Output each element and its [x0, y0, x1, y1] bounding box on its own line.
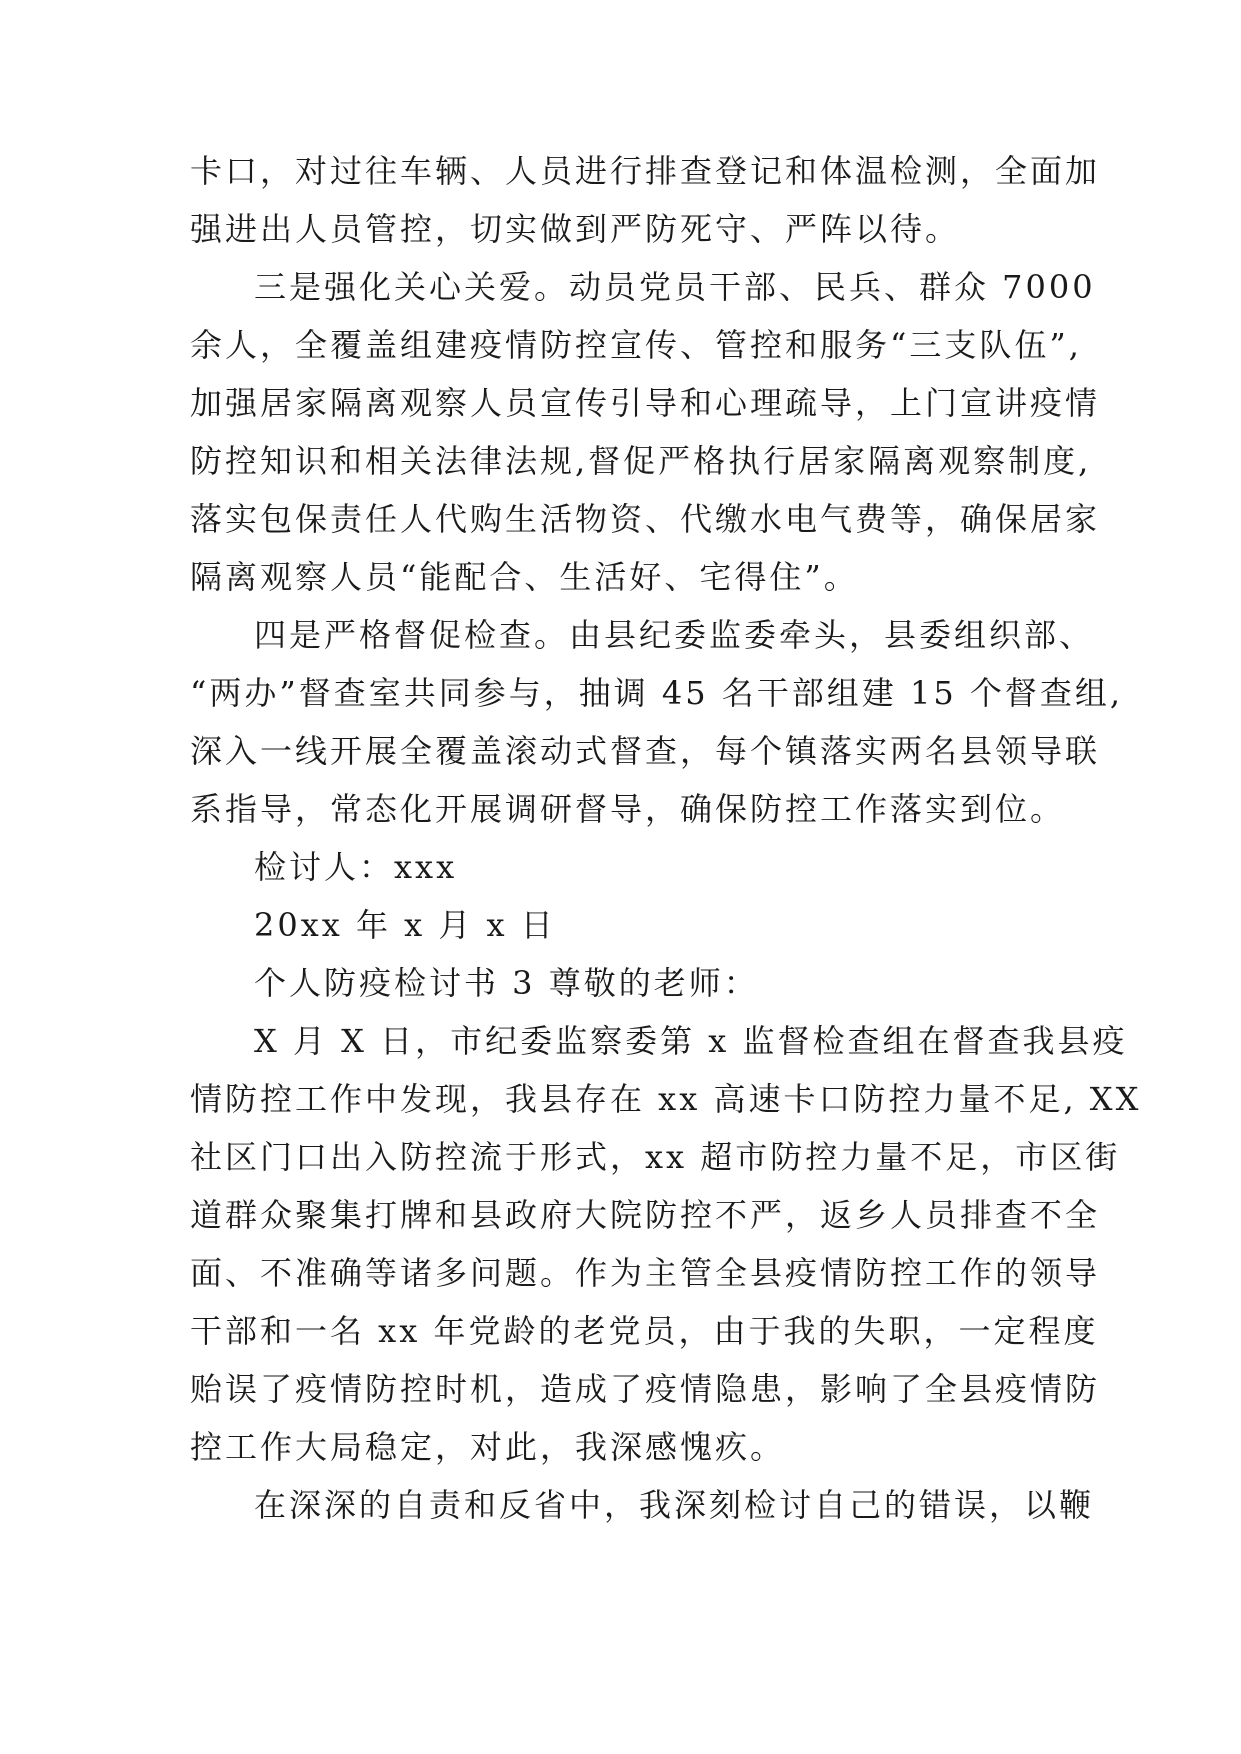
paragraph-start-line: [190, 1476, 1095, 1534]
text-line: [190, 664, 1124, 722]
line-text: 卡口，对过往车辆、人员进行排查登记和体温检测，全面加: [190, 152, 1101, 190]
text-line: [190, 722, 1101, 780]
line-text: 四是严格督促检查。由县纪委监委牵头，县委组织部、: [254, 616, 1095, 654]
line-text: 控工作大局稳定，对此，我深感愧疚。: [190, 1428, 786, 1466]
line-text: 检讨人：xxx: [254, 848, 458, 886]
line-text: 干部和一名 xx 年党龄的老党员，由于我的失职，一定程度: [190, 1312, 1099, 1350]
paragraph-start-line: [190, 258, 1096, 316]
line-text: 余人，全覆盖组建疫情防控宣传、管控和服务“三支队伍”,: [190, 326, 1082, 364]
text-line: [190, 1418, 1052, 1476]
line-text: 个人防疫检讨书 3 尊敬的老师：: [254, 964, 759, 1002]
line-text: 道群众聚集打牌和县政府大院防控不严，返乡人员排查不全: [190, 1196, 1101, 1234]
line-text: 强进出人员管控，切实做到严防死守、严阵以待。: [190, 210, 961, 248]
line-text: X 月 X 日，市纪委监察委第 x 监督检查组在督查我县疫: [254, 1022, 1128, 1060]
text-line: [190, 1244, 1101, 1302]
text-line: [190, 1302, 1099, 1360]
date-line: [190, 896, 1052, 954]
text-line: [190, 374, 1101, 432]
text-line: [190, 316, 1082, 374]
text-line: [190, 548, 1052, 606]
text-line: [190, 780, 1066, 838]
line-text: 三是强化关心关爱。动员党员干部、民兵、群众 7000: [254, 268, 1096, 306]
line-text: “两办”督查室共同参与，抽调 45 名干部组建 15 个督查组,: [190, 674, 1124, 712]
text-line: [190, 142, 1101, 200]
text-line: [190, 432, 1092, 490]
paragraph-start-line: [190, 606, 1095, 664]
signature-line: [190, 838, 1052, 896]
line-text: 落实包保责任人代购生活物资、代缴水电气费等，确保居家: [190, 500, 1101, 538]
line-text: 面、不准确等诸多问题。作为主管全县疫情防控工作的领导: [190, 1254, 1101, 1292]
line-text: 在深深的自责和反省中，我深刻检讨自己的错误，以鞭: [254, 1486, 1095, 1524]
text-line: [190, 1128, 1121, 1186]
text-line: [190, 1186, 1101, 1244]
text-line: [190, 200, 1052, 258]
section-heading-line: [190, 954, 1052, 1012]
line-text: 贻误了疫情防控时机，造成了疫情隐患，影响了全县疫情防: [190, 1370, 1101, 1408]
text-line: [190, 490, 1101, 548]
paragraph-start-line: [190, 1012, 1128, 1070]
line-text: 加强居家隔离观察人员宣传引导和心理疏导，上门宣讲疫情: [190, 384, 1101, 422]
line-text: 系指导，常态化开展调研督导，确保防控工作落实到位。: [190, 790, 1066, 828]
text-line: [190, 1360, 1101, 1418]
line-text: 20xx 年 x 月 x 日: [254, 906, 556, 944]
line-text: 深入一线开展全覆盖滚动式督查，每个镇落实两名县领导联: [190, 732, 1101, 770]
document-page: [190, 142, 1142, 1534]
line-text: 隔离观察人员“能配合、生活好、宅得住”。: [190, 558, 859, 596]
line-text: 社区门口出入防控流于形式，xx 超市防控力量不足，市区街: [190, 1138, 1121, 1176]
line-text: 防控知识和相关法律法规,督促严格执行居家隔离观察制度,: [190, 442, 1092, 480]
line-text: 情防控工作中发现，我县存在 xx 高速卡口防控力量不足, XX: [190, 1080, 1142, 1118]
text-line: [190, 1070, 1142, 1128]
